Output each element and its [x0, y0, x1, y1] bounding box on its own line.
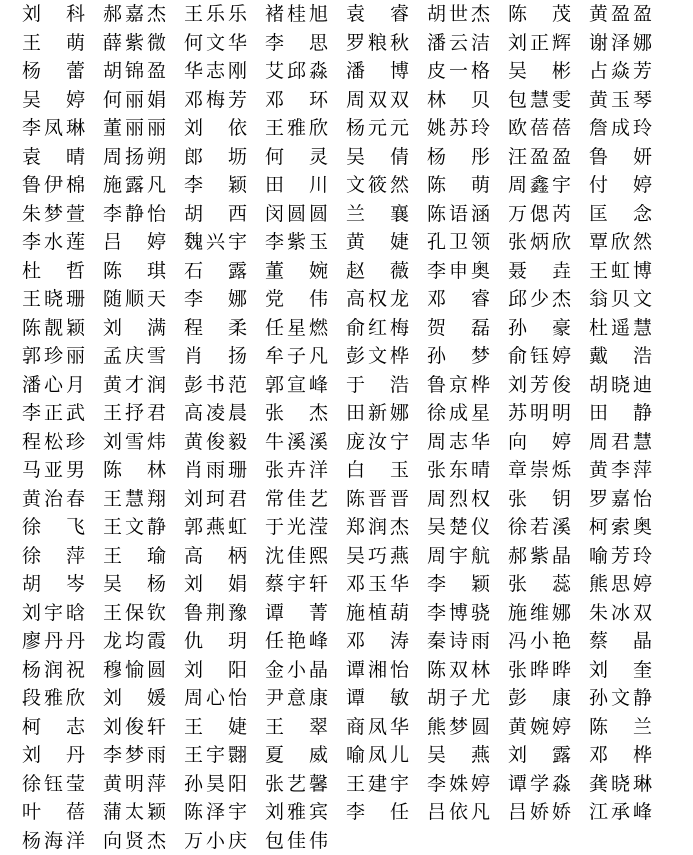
name-cell: 高 柄 [184, 542, 247, 571]
name-cell: 郭 珍 丽 [22, 342, 85, 371]
name-cell: 刘 俊 轩 [103, 713, 166, 742]
name-cell: 熊 梦 圆 [427, 713, 490, 742]
name-cell: 董 丽 丽 [103, 114, 166, 143]
name-cell: 赵 薇 [346, 257, 409, 286]
name-cell: 陈 琪 [103, 257, 166, 286]
name-cell: 王 抒 君 [103, 399, 166, 428]
name-cell: 吕 婷 [103, 228, 166, 257]
name-cell: 周 双 双 [346, 86, 409, 115]
name-cell: 刘 丹 [22, 741, 85, 770]
name-cell: 张 钥 [508, 485, 571, 514]
name-cell: 潘 云 洁 [427, 29, 490, 58]
name-cell: 王 乐 乐 [184, 0, 247, 29]
name-cell: 周 鑫 宇 [508, 171, 571, 200]
name-cell: 郝 嘉 杰 [103, 0, 166, 29]
name-cell: 孟 庆 雪 [103, 342, 166, 371]
name-cell: 张 杰 [265, 399, 328, 428]
name-cell: 陈 晋 晋 [346, 485, 409, 514]
name-cell: 喻 芳 玲 [589, 542, 652, 571]
name-cell: 李 梦 雨 [103, 741, 166, 770]
name-cell: 胡 子 尤 [427, 684, 490, 713]
name-cell: 李 任 [346, 798, 409, 827]
name-cell: 王 慧 翔 [103, 485, 166, 514]
name-cell: 商 凤 华 [346, 713, 409, 742]
name-cell: 随 顺 天 [103, 285, 166, 314]
name-cell: 彭 文 桦 [346, 342, 409, 371]
name-cell: 何 灵 [265, 143, 328, 172]
name-cell: 杨 海 洋 [22, 827, 85, 855]
name-cell: 田 川 [265, 171, 328, 200]
name-cell: 李 姝 婷 [427, 770, 490, 799]
name-cell: 鲁 妍 [589, 143, 652, 172]
name-cell: 刘 宇 晗 [22, 599, 85, 628]
name-cell: 田 静 [589, 399, 652, 428]
name-cell: 黄 明 萍 [103, 770, 166, 799]
name-cell: 胡 锦 盈 [103, 57, 166, 86]
name-cell: 黄 玉 琴 [589, 86, 652, 115]
name-cell: 周 宇 航 [427, 542, 490, 571]
name-cell: 汪 盈 盈 [508, 143, 571, 172]
name-cell: 高 权 龙 [346, 285, 409, 314]
name-cell: 刘 科 [22, 0, 85, 29]
name-cell: 向 婷 [508, 428, 571, 457]
name-cell: 鲁 伊 棉 [22, 171, 85, 200]
name-cell: 潘 博 [346, 57, 409, 86]
name-cell: 李 申 奥 [427, 257, 490, 286]
name-cell: 陈 茂 [508, 0, 571, 29]
name-cell: 石 露 [184, 257, 247, 286]
name-cell: 吴 彬 [508, 57, 571, 86]
name-cell: 郭 宣 峰 [265, 371, 328, 400]
name-cell: 周 君 慧 [589, 428, 652, 457]
name-cell: 黄 婉 婷 [508, 713, 571, 742]
name-cell: 牛 溪 溪 [265, 428, 328, 457]
name-cell: 杨 彤 [427, 143, 490, 172]
name-cell: 肖 雨 珊 [184, 456, 247, 485]
name-cell: 姚 苏 玲 [427, 114, 490, 143]
name-cell: 万 偲 芮 [508, 200, 571, 229]
name-cell: 章 崇 烁 [508, 456, 571, 485]
name-cell: 刘 雅 宾 [265, 798, 328, 827]
name-cell: 袁 晴 [22, 143, 85, 172]
name-cell: 俞 红 梅 [346, 314, 409, 343]
name-cell: 王 宇 翾 [184, 741, 247, 770]
name-cell: 付 婷 [589, 171, 652, 200]
name-cell: 孙 豪 [508, 314, 571, 343]
name-cell: 邓 梅 芳 [184, 86, 247, 115]
name-cell: 陈 双 林 [427, 656, 490, 685]
name-cell: 徐 若 溪 [508, 513, 571, 542]
name-cell: 刘 露 [508, 741, 571, 770]
name-cell: 邓 涛 [346, 627, 409, 656]
name-cell: 周 志 华 [427, 428, 490, 457]
name-cell: 贺 磊 [427, 314, 490, 343]
name-cell: 肖 扬 [184, 342, 247, 371]
name-cell: 向 贤 杰 [103, 827, 166, 855]
name-cell: 张 卉 洋 [265, 456, 328, 485]
name-cell: 吴 巧 燕 [346, 542, 409, 571]
name-cell: 张 艺 馨 [265, 770, 328, 799]
name-cell: 吴 婷 [22, 86, 85, 115]
name-cell: 庞 汝 宁 [346, 428, 409, 457]
name-cell: 褚 桂 旭 [265, 0, 328, 29]
name-cell: 万 小 庆 [184, 827, 247, 855]
name-cell: 孔 卫 领 [427, 228, 490, 257]
name-cell: 徐 成 星 [427, 399, 490, 428]
name-cell: 叶 蓓 [22, 798, 85, 827]
name-cell: 黄 治 春 [22, 485, 85, 514]
name-cell: 王 婕 [184, 713, 247, 742]
name-cell: 周 心 怡 [184, 684, 247, 713]
name-cell: 刘 阳 [184, 656, 247, 685]
name-cell: 罗 嘉 怡 [589, 485, 652, 514]
name-cell: 李 紫 玉 [265, 228, 328, 257]
name-cell: 徐 萍 [22, 542, 85, 571]
name-cell: 邓 玉 华 [346, 570, 409, 599]
name-cell: 江 承 峰 [589, 798, 652, 827]
name-cell: 彭 康 [508, 684, 571, 713]
name-cell: 高 凌 晨 [184, 399, 247, 428]
name-cell: 刘 依 [184, 114, 247, 143]
name-cell: 朱 冰 双 [589, 599, 652, 628]
name-cell: 尹 意 康 [265, 684, 328, 713]
name-cell: 戴 浩 [589, 342, 652, 371]
name-cell: 包 慧 雯 [508, 86, 571, 115]
name-cell: 柯 索 奥 [589, 513, 652, 542]
name-cell: 熊 思 婷 [589, 570, 652, 599]
name-cell: 徐 飞 [22, 513, 85, 542]
name-cell: 马 亚 男 [22, 456, 85, 485]
name-cell: 邓 睿 [427, 285, 490, 314]
name-cell: 刘 珂 君 [184, 485, 247, 514]
name-cell: 胡 世 杰 [427, 0, 490, 29]
name-cell: 李 博 骁 [427, 599, 490, 628]
name-cell: 翁 贝 文 [589, 285, 652, 314]
name-cell: 刘 雪 炜 [103, 428, 166, 457]
name-cell: 于 光 滢 [265, 513, 328, 542]
name-cell: 王 文 静 [103, 513, 166, 542]
name-cell: 兰 襄 [346, 200, 409, 229]
name-cell: 吴 燕 [427, 741, 490, 770]
name-cell: 胡 岑 [22, 570, 85, 599]
name-cell: 王 翠 [265, 713, 328, 742]
name-cell: 刘 正 辉 [508, 29, 571, 58]
name-cell: 闵 圆 圆 [265, 200, 328, 229]
name-cell: 刘 芳 俊 [508, 371, 571, 400]
name-cell: 陈 泽 宇 [184, 798, 247, 827]
name-cell: 郝 紫 晶 [508, 542, 571, 571]
name-cell: 穆 愉 圆 [103, 656, 166, 685]
name-cell: 刘 满 [103, 314, 166, 343]
name-cell: 谭 学 淼 [508, 770, 571, 799]
name-cell: 龚 晓 琳 [589, 770, 652, 799]
name-cell: 邓 桦 [589, 741, 652, 770]
name-cell: 党 伟 [265, 285, 328, 314]
name-cell: 黄 婕 [346, 228, 409, 257]
name-cell: 李 娜 [184, 285, 247, 314]
name-cell: 沈 佳 熙 [265, 542, 328, 571]
name-cell: 任 星 燃 [265, 314, 328, 343]
name-cell: 李 正 武 [22, 399, 85, 428]
name-cell: 徐 钰 莹 [22, 770, 85, 799]
name-cell: 谭 菁 [265, 599, 328, 628]
name-cell: 聂 垚 [508, 257, 571, 286]
name-cell: 谢 泽 娜 [589, 29, 652, 58]
name-cell: 蔡 宇 轩 [265, 570, 328, 599]
name-cell: 邓 环 [265, 86, 328, 115]
name-cell: 冯 小 艳 [508, 627, 571, 656]
name-cell: 喻 凤 儿 [346, 741, 409, 770]
name-cell: 夏 威 [265, 741, 328, 770]
name-cell: 蒲 太 颖 [103, 798, 166, 827]
name-cell: 李 水 莲 [22, 228, 85, 257]
name-cell: 谭 敏 [346, 684, 409, 713]
name-cell: 刘 娟 [184, 570, 247, 599]
name-cell: 程 柔 [184, 314, 247, 343]
name-cell: 苏 明 明 [508, 399, 571, 428]
name-cell: 龙 均 霞 [103, 627, 166, 656]
name-cell: 董 婉 [265, 257, 328, 286]
name-cell: 王 晓 珊 [22, 285, 85, 314]
name-cell: 张 晔 晔 [508, 656, 571, 685]
name-cell: 俞 钰 婷 [508, 342, 571, 371]
name-cell: 文 筱 然 [346, 171, 409, 200]
name-cell: 柯 志 [22, 713, 85, 742]
name-cell: 孙 昊 阳 [184, 770, 247, 799]
name-cell: 陈 兰 [589, 713, 652, 742]
name-cell: 李 凤 琳 [22, 114, 85, 143]
name-cell: 林 贝 [427, 86, 490, 115]
name-cell: 黄 俊 毅 [184, 428, 247, 457]
name-cell: 杜 遥 慧 [589, 314, 652, 343]
name-cell: 黄 李 萍 [589, 456, 652, 485]
name-grid [22, 0, 670, 855]
name-cell: 杨 润 祝 [22, 656, 85, 685]
name-cell: 鲁 荆 豫 [184, 599, 247, 628]
name-cell: 匡 念 [589, 200, 652, 229]
name-cell: 张 炳 欣 [508, 228, 571, 257]
name-cell: 郎 坜 [184, 143, 247, 172]
name-cell: 段 雅 欣 [22, 684, 85, 713]
name-cell: 包 佳 伟 [265, 827, 328, 855]
name-cell: 刘 奎 [589, 656, 652, 685]
name-cell: 何 丽 娟 [103, 86, 166, 115]
name-cell: 金 小 晶 [265, 656, 328, 685]
name-cell: 邱 少 杰 [508, 285, 571, 314]
name-cell: 李 颖 [184, 171, 247, 200]
name-cell: 李 静 怡 [103, 200, 166, 229]
name-cell: 何 文 华 [184, 29, 247, 58]
name-cell: 黄 盈 盈 [589, 0, 652, 29]
name-cell: 华 志 刚 [184, 57, 247, 86]
name-cell: 谭 湘 怡 [346, 656, 409, 685]
name-cell: 张 蕊 [508, 570, 571, 599]
name-cell: 王 保 钦 [103, 599, 166, 628]
name-cell: 程 松 珍 [22, 428, 85, 457]
name-cell: 周 扬 朔 [103, 143, 166, 172]
name-cell: 蔡 晶 [589, 627, 652, 656]
name-cell: 施 维 娜 [508, 599, 571, 628]
name-cell: 杨 元 元 [346, 114, 409, 143]
name-cell: 任 艳 峰 [265, 627, 328, 656]
name-cell: 周 烈 权 [427, 485, 490, 514]
name-cell: 陈 靓 颖 [22, 314, 85, 343]
name-cell: 杨 蕾 [22, 57, 85, 86]
name-cell: 施 露 凡 [103, 171, 166, 200]
name-cell: 杜 哲 [22, 257, 85, 286]
name-cell: 白 玉 [346, 456, 409, 485]
name-cell: 王 雅 欣 [265, 114, 328, 143]
name-cell: 于 浩 [346, 371, 409, 400]
name-cell: 黄 才 润 [103, 371, 166, 400]
name-cell: 孙 文 静 [589, 684, 652, 713]
name-cell: 欧 蓓 蓓 [508, 114, 571, 143]
name-cell: 王 萌 [22, 29, 85, 58]
name-cell: 张 东 晴 [427, 456, 490, 485]
name-cell: 郭 燕 虹 [184, 513, 247, 542]
name-cell: 吴 楚 仪 [427, 513, 490, 542]
name-cell: 施 植 葫 [346, 599, 409, 628]
name-cell: 李 颖 [427, 570, 490, 599]
name-cell: 罗 粮 秋 [346, 29, 409, 58]
name-cell: 吴 倩 [346, 143, 409, 172]
name-cell: 覃 欣 然 [589, 228, 652, 257]
name-cell: 陈 萌 [427, 171, 490, 200]
name-cell: 皮 一 格 [427, 57, 490, 86]
name-cell: 孙 梦 [427, 342, 490, 371]
name-cell: 田 新 娜 [346, 399, 409, 428]
name-cell: 朱 梦 萱 [22, 200, 85, 229]
name-cell: 吴 杨 [103, 570, 166, 599]
name-cell: 潘 心 月 [22, 371, 85, 400]
name-cell: 王 建 宇 [346, 770, 409, 799]
name-cell: 胡 晓 迪 [589, 371, 652, 400]
name-cell: 李 思 [265, 29, 328, 58]
name-cell: 王 瑜 [103, 542, 166, 571]
name-cell: 陈 语 涵 [427, 200, 490, 229]
name-cell: 艾 邱 淼 [265, 57, 328, 86]
name-cell: 吕 依 凡 [427, 798, 490, 827]
name-cell: 秦 诗 雨 [427, 627, 490, 656]
name-cell: 彭 书 范 [184, 371, 247, 400]
name-cell: 胡 西 [184, 200, 247, 229]
name-cell: 薛 紫 微 [103, 29, 166, 58]
name-cell: 吕 娇 娇 [508, 798, 571, 827]
name-cell: 占 焱 芳 [589, 57, 652, 86]
name-cell: 王 虹 博 [589, 257, 652, 286]
name-cell: 廖 丹 丹 [22, 627, 85, 656]
name-cell: 魏 兴 宇 [184, 228, 247, 257]
name-cell: 仇 玥 [184, 627, 247, 656]
name-cell: 常 佳 艺 [265, 485, 328, 514]
name-cell: 郑 润 杰 [346, 513, 409, 542]
name-cell: 牟 子 凡 [265, 342, 328, 371]
name-cell: 袁 睿 [346, 0, 409, 29]
name-cell: 刘 媛 [103, 684, 166, 713]
name-cell: 陈 林 [103, 456, 166, 485]
name-cell: 詹 成 玲 [589, 114, 652, 143]
name-cell: 鲁 京 桦 [427, 371, 490, 400]
